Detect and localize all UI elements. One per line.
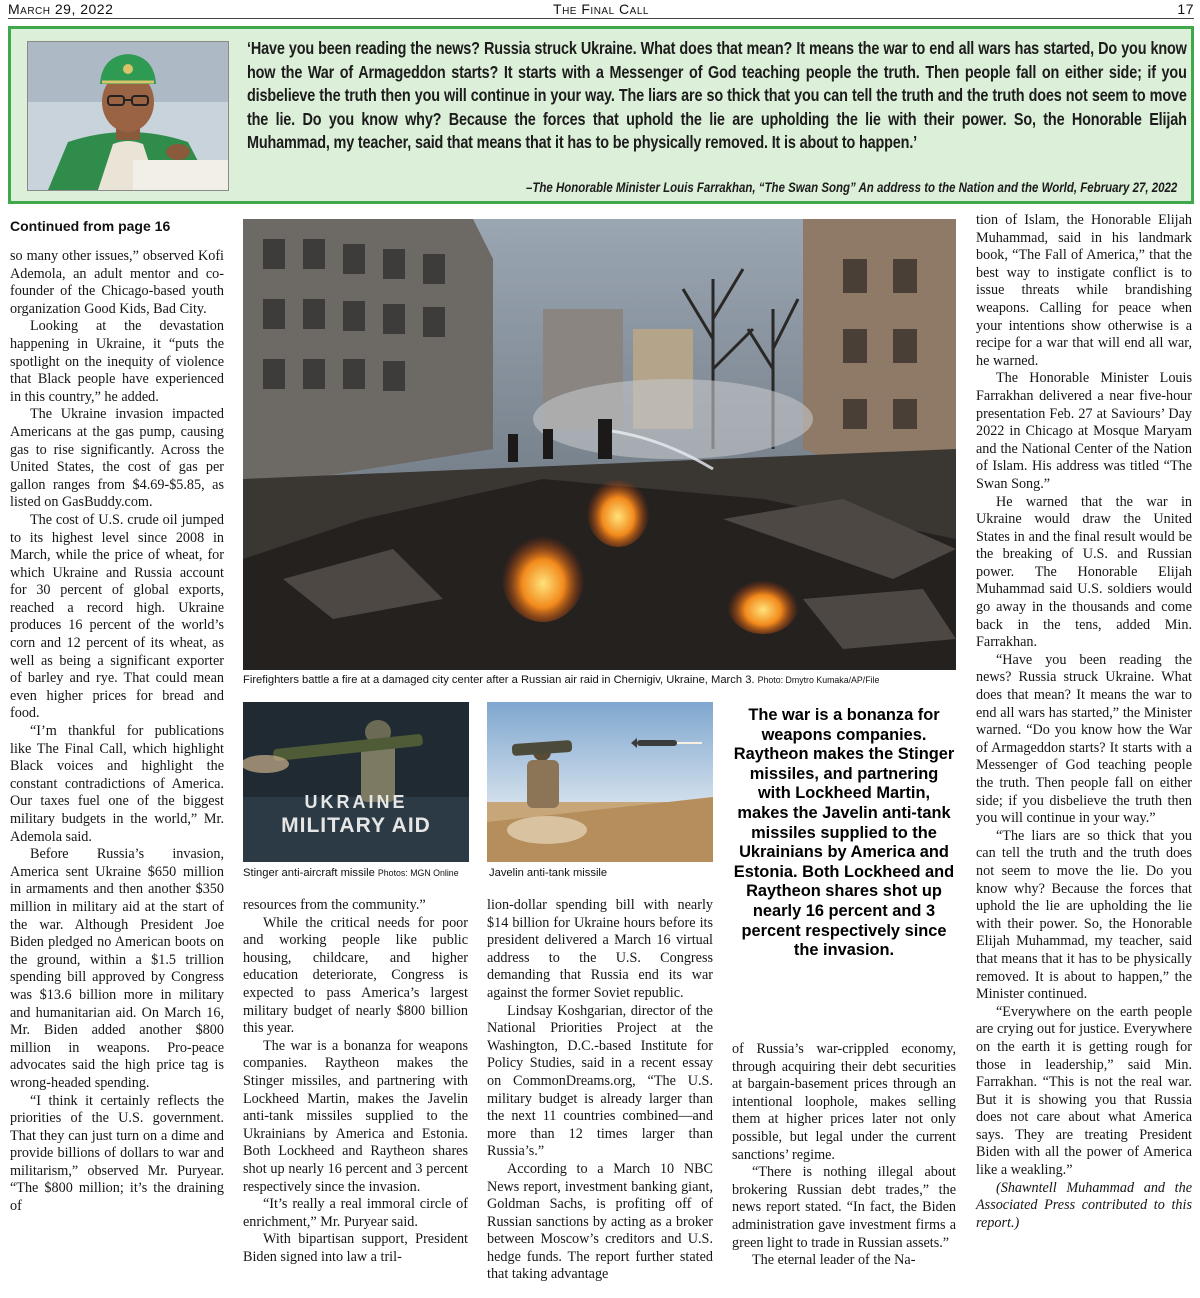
article-column-2 xyxy=(243,897,468,1266)
photo-credit: Photos: MGN Online xyxy=(377,868,459,878)
javelin-caption xyxy=(489,866,607,880)
quote-banner xyxy=(8,26,1194,204)
stinger-photo xyxy=(243,702,469,862)
article-column-4 xyxy=(732,1041,956,1270)
paragraph: The cost of U.S. crude oil jumped to its highest level since 2008 in March, while the price of wheat, for which Ukraine and Russia account for 30 percent of global exports, reached a record high. Ukraine produces 16 percent of the world’s corn and 12 percent of its wheat, as well as being a significant exporter of barley and rye. That could mean even higher prices for bread and food. xyxy=(10,511,224,722)
photo-credit: Photo: Dmytro Kumaka/AP/File xyxy=(757,675,880,685)
paragraph: Looking at the devastation happening in Ukraine, it “puts the spotlight on the inequity of violence that Black people have experienced in this country,” he added. xyxy=(10,318,224,405)
paragraph: “The liars are so thick that you can tell the truth and the truth does not seem to move the lie. Do you know why? Because the forces that uphold the lie are upholding the lie with their power. So, the Honorable Elijah Muhammad, my teacher, said that means that it has to be physically removed. It is about to happen,” the Minister continued. xyxy=(976,827,1192,1003)
paragraph: so many other issues,” observed Kofi Ademola, an adult mentor and co-founder of the Chicago-based youth organization Good Kids, Bad City. xyxy=(10,248,224,317)
speaker-portrait xyxy=(27,41,229,191)
paragraph: “Everywhere on the earth people are crying out for justice. Everywhere on the earth it is getting rough for those in leadership,” said Min. Farrakhan. “This is not the real war. But it is showing you that Russia does not care about what America says. They are treating President Biden with all the power of America like a weakling.” xyxy=(976,1003,1192,1179)
speaker-portrait-image xyxy=(28,42,228,190)
stinger-overlay-line1: UKRAINE xyxy=(304,792,408,812)
stinger-overlay-line2: MILITARY AID xyxy=(281,814,431,837)
masthead-rule xyxy=(8,18,1194,19)
article-column-5 xyxy=(976,212,1192,1232)
caption-text: Javelin anti-tank missile xyxy=(489,867,608,879)
stinger-photo-image xyxy=(243,702,469,862)
banner-quote: ‘Have you been reading the news? Russia struck Ukraine. What does that mean? It means the war to end all wars has started, Do you know how the War of Armageddon starts? It starts with a Messenger of God teaching people the truth. Then people fall on either side; if you disbelieve the truth then you will continue in your way. The liars are so thick that you can tell the truth and the truth does not seem to move the lie. Do you know why? Because the forces that uphold the lie are upholding the lie with their power. So, the Honorable Elijah Muhammad, my teacher, said that means that it has to be physically removed. It is about to happen.’ xyxy=(247,38,1187,152)
masthead xyxy=(8,0,1194,18)
paragraph: The Ukraine invasion impacted Americans at the gas pump, causing gas to rise significantly. Across the United States, the cost of gas per gallon ranges from $4.69-$5.85, as listed on GasBuddy.com. xyxy=(10,406,224,511)
issue-date: March 29, 2022 xyxy=(8,1,114,17)
paragraph: of Russia’s war-crippled economy, through acquiring their debt securities at bargain-basement prices through an intentional loophole, makes selling them at higher prices later not only possible, but legal under the current sanctions’ regime. xyxy=(732,1041,956,1163)
main-photo-image xyxy=(243,219,956,670)
main-photo-caption xyxy=(243,673,879,687)
paragraph: “I’m thankful for publications like The Final Call, which highlight Black voices and highlight the constant contradictions of America. Our taxes fuel one of the biggest military budgets in the world,” Mr. Ademola said. xyxy=(10,723,224,845)
caption-text: Firefighters battle a fire at a damaged city center after a Russian air raid in Chernigiv, Ukraine, March 3. xyxy=(243,674,755,686)
paragraph: The eternal leader of the Na- xyxy=(752,1252,916,1269)
paragraph: The war is a bonanza for weapons companies. Raytheon makes the Stinger missiles, and partnering with Lockheed Martin, makes the Javelin anti-tank missiles supplied to the Ukrainians by America and Estonia. Both Lockheed and Raytheon shares shot up nearly 16 percent and 3 percent respectively since the invasion. xyxy=(243,1037,468,1195)
pull-quote: The war is a bonanza for weapons companies. Raytheon makes the Stinger missiles, and partnering with Lockheed Martin, makes the Javelin anti-tank missiles supplied to the Ukrainians by America and Estonia. Both Lockheed and Raytheon shares shot up nearly 16 percent and 3 percent respectively since the invasion. xyxy=(733,706,955,960)
paragraph: The Honorable Minister Louis Farrakhan delivered a near five-hour presentation Feb. 27 at Saviours’ Day 2022 in Chicago at Mosque Maryam and the National Center of the Nation of Islam. His address was titled “The Swan Song.” xyxy=(976,370,1192,492)
paragraph: “Have you been reading the news? Russia struck Ukraine. What does that mean? It means the war to end all wars has started,” the Minister warned. “Do you know how the War of Armageddon starts? It starts with a Messenger of God teaching people the truth. Then people fall on either side; if you disbelieve the truth then you will continue in your way.” xyxy=(976,651,1192,827)
stinger-caption xyxy=(243,866,459,880)
article-column-1 xyxy=(10,248,224,1216)
paragraph: According to a March 10 NBC News report, investment banking giant, Goldman Sachs, is profiting off of Russian sanctions by acting as a broker between Moscow’s creditors and U.S. hedge funds. The report further stated that taking advantage xyxy=(487,1160,713,1283)
paragraph: While the critical needs for poor and working people like public housing, childcare, and higher education deteriorate, Congress is expected to pass America’s largest military budget of nearly $800 billion this year. xyxy=(243,914,468,1037)
paragraph: He warned that the war in Ukraine would draw the United States in and the final result would be the breaking of U.S. and Russian power. The Honorable Elijah Muhammad said U.S. soldiers would go away in the thousands and come back in the tens, added Min. Farrakhan. xyxy=(976,493,1192,651)
javelin-photo-image xyxy=(487,702,713,862)
paragraph: With bipartisan support, President Biden signed into law a tril- xyxy=(243,1231,468,1265)
paragraph: “There is nothing illegal about brokering Russian debt trades,” the news report stated. “In fact, the Biden administration gave investment firms a green light to trade in Russian assets.” xyxy=(732,1164,956,1251)
paragraph: tion of Islam, the Honorable Elijah Muhammad, said in his landmark book, “The Fall of America,” that the best way to instigate conflict is to issue threats while brandishing weapons. Calling for peace when your intentions show otherwise is a recipe for a war that will end all war, he warned. xyxy=(976,212,1192,369)
article-column-3 xyxy=(487,897,713,1284)
paragraph: Lindsay Koshgarian, director of the National Priorities Project at the Washington, D.C.-based Institute for Policy Studies, said in a recent essay on CommonDreams.org, “The U.S. military budget is already larger than the next 11 countries combined—and more than 12 times larger than Russia’s.” xyxy=(487,1002,713,1160)
contributor-note: (Shawntell Muhammad and the Associated Press contributed to this report.) xyxy=(976,1179,1192,1231)
main-photo xyxy=(243,219,956,670)
paragraph: resources from the community.” xyxy=(243,897,426,913)
paragraph: Before Russia’s invasion, America sent Ukraine $650 million in armaments and then another $350 million in military aid at the start of the war. Although President Joe Biden pledged no American boots on the ground, within a $1.5 trillion spending bill approved by Congress was $13.6 billion more in military and humanitarian aid. On March 16, Mr. Biden added another $800 million in weapons. Pro-peace advocates said the high price tag is wrong-headed spending. xyxy=(10,846,224,1091)
banner-attribution: –The Honorable Minister Louis Farrakhan, “The Swan Song” An address to the Nation and the World, February 27, 2022 xyxy=(525,179,1177,195)
paragraph: lion-dollar spending bill with nearly $14 billion for Ukraine hours before its president delivered a March 16 virtual address to the U.S. Congress demanding that Russia end its war against the former Soviet republic. xyxy=(487,897,713,1001)
publication-name: The Final Call xyxy=(553,1,649,17)
javelin-photo xyxy=(487,702,713,862)
paragraph: “It’s really a real immoral circle of enrichment,” Mr. Puryear said. xyxy=(243,1196,468,1230)
caption-text: Stinger anti-aircraft missile xyxy=(243,867,375,879)
page-number: 17 xyxy=(1177,1,1194,17)
continued-from-label: Continued from page 16 xyxy=(10,218,171,234)
paragraph: “I think it certainly reflects the priorities of the U.S. government. That they can just turn on a dime and provide billions of dollars to war and militarism,” observed Mr. Puryear. “The $800 million; it’s the draining of xyxy=(10,1092,224,1215)
